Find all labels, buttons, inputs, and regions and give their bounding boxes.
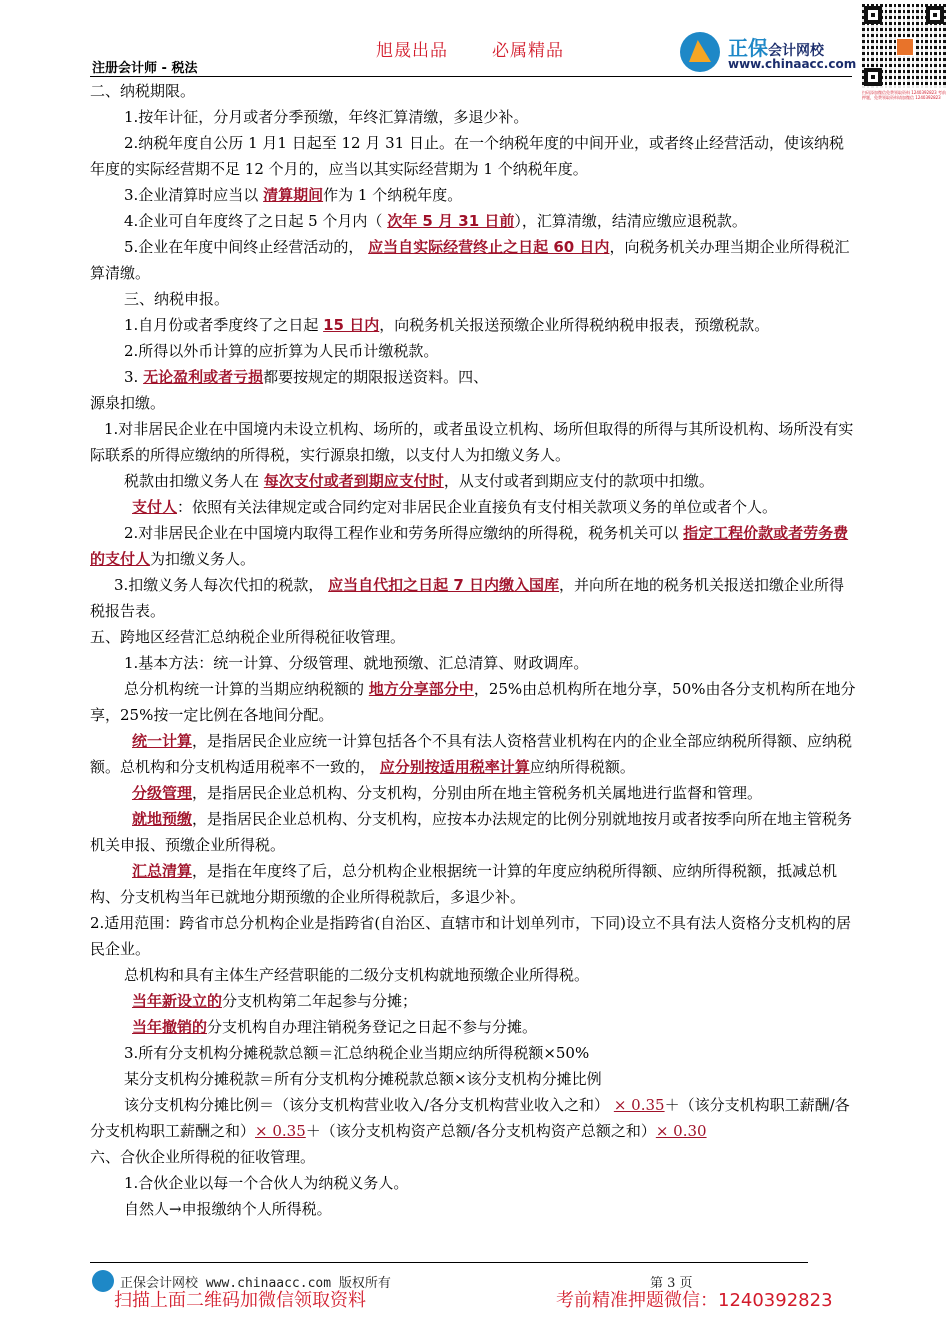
key-term: 汇总清算 <box>132 862 193 880</box>
paragraph: 1.按年计征，分月或者分季预缴，年终汇算清缴，多退少补。 <box>124 108 529 126</box>
paragraph: 当年新设立的分支机构第二年起参与分摊； <box>132 992 418 1010</box>
paragraph: 总分机构统一计算的当期应纳税额的 地方分享部分中，25%由总机构所在地分享，50%由各分支机构所在地分享，25%按一定比例在各地间分配。 <box>90 680 856 724</box>
key-term: 当年新设立的 <box>132 992 223 1010</box>
paragraph: 总机构和具有主体生产经营职能的二级分支机构就地预缴企业所得税。 <box>124 966 590 984</box>
weight-value: × 0.35 <box>613 1096 665 1114</box>
formula: 3.所有分支机构分摊税款总额＝汇总纳税企业当期应纳所得税额×50% <box>124 1044 590 1062</box>
paragraph: 汇总清算，是指在年度终了后，总分机构企业根据统一计算的年度应纳税所得额、应纳所得税额，抵减总机构、分支机构当年已就地分期预缴的企业所得税款后，多退少补。 <box>90 862 838 906</box>
paragraph: 2.对非居民企业在中国境内取得工程作业和劳务所得应缴纳的所得税，税务机关可以 指定工程价款或者劳务费的支付人为扣缴义务人。 <box>90 524 849 568</box>
qr-caption: 扫码添加微信免费领取资料 1240392823 考前押题，免费领取资料请加微信 1240392823 <box>862 90 946 100</box>
formula: 该分支机构分摊比例＝（该分支机构营业收入/各分支机构营业收入之和） × 0.35＋（该分支机构职工薪酬/各分支机构职工薪酬之和）× 0.35＋（该分支机构资产总额/各分支机构资产总额之和）× 0.30 <box>90 1096 850 1140</box>
section-heading: 六、合伙企业所得税的征收管理。 <box>90 1148 316 1166</box>
paragraph: 3.企业清算时应当以 清算期间作为 1 个纳税年度。 <box>124 186 463 204</box>
paragraph: 当年撤销的分支机构自办理注销税务登记之日起不参与分摊。 <box>132 1018 538 1036</box>
course-title: 注册会计师 - 税法 <box>92 61 198 76</box>
footer-logo-icon <box>92 1270 114 1292</box>
key-term: 清算期间 <box>263 186 324 204</box>
logo-name: 正保会计网校 <box>728 36 824 60</box>
qr-code-icon <box>862 4 946 88</box>
key-term: 就地预缴 <box>132 810 193 828</box>
section-heading: 二、纳税期限。 <box>90 82 196 100</box>
paragraph: 5.企业在年度中间终止经营活动的， 应当自实际经营终止之日起 60 日内，向税务机关办理当期企业所得税汇算清缴。 <box>90 238 850 282</box>
key-term: 指定工程价款或者劳务费的支付人 <box>90 524 849 568</box>
paragraph: 税款由扣缴义务人在 每次支付或者到期应支付时，从支付或者到期应支付的款项中扣缴。 <box>124 472 714 490</box>
formula: 某分支机构分摊税款＝所有分支机构分摊税款总额×该分支机构分摊比例 <box>124 1070 602 1088</box>
weight-value: × 0.30 <box>655 1122 707 1140</box>
key-term: 无论盈利或者亏损 <box>143 368 264 386</box>
paragraph: 1.对非居民企业在中国境内未设立机构、场所的，或者虽设立机构、场所但取得的所得与其所设机构、场所没有实际联系的所得应缴纳的所得税，实行源泉扣缴，以支付人为扣缴义务人。 <box>90 420 854 464</box>
key-term: 次年 5 月 31 日前 <box>387 212 515 230</box>
paragraph: 分级管理，是指居民企业总机构、分支机构，分别由所在地主管税务机关属地进行监督和管理。 <box>132 784 763 802</box>
key-term: 应当自实际经营终止之日起 60 日内 <box>368 238 610 256</box>
key-term: 统一计算 <box>132 732 193 750</box>
paragraph: 2.所得以外币计算的应折算为人民币计缴税款。 <box>124 342 439 360</box>
footer-wechat-note: 考前精准押题微信：1240392823 <box>556 1290 833 1311</box>
chinaacc-logo[interactable] <box>680 30 858 76</box>
page-number: 第 3 页 <box>650 1276 693 1291</box>
section-heading: 三、纳税申报。 <box>124 290 230 308</box>
section-heading: 源泉扣缴。 <box>90 394 166 412</box>
key-term: 应当自代扣之日起 7 日内缴入国库 <box>328 576 559 594</box>
weight-value: × 0.35 <box>255 1122 306 1140</box>
paragraph: 1.自月份或者季度终了之日起 15 日内，向税务机关报送预缴企业所得税纳税申报表，预缴税款。 <box>124 316 770 334</box>
paragraph: 4.企业可自年度终了之日起 5 个月内（ 次年 5 月 31 日前），汇算清缴，结清应缴应退税款。 <box>124 212 747 230</box>
logo-mark-icon <box>680 32 720 72</box>
header-slogan <box>376 36 608 61</box>
document-body <box>90 78 858 1222</box>
footer-copyright: 正保会计网校 www.chinaacc.com 版权所有 <box>120 1276 391 1291</box>
footer-divider <box>90 1262 808 1263</box>
paragraph: 3.扣缴义务人每次代扣的税款， 应当自代扣之日起 7 日内缴入国库，并向所在地的税务机关报送扣缴企业所得税报告表。 <box>90 576 845 620</box>
section-heading: 五、跨地区经营汇总纳税企业所得税征收管理。 <box>90 628 406 646</box>
paragraph: 2.纳税年度自公历 1 月1 日起至 12 月 31 日止。在一个纳税年度的中间开业，或者终止经营活动，使该纳税年度的实际经营期不足 12 个月的，应当以其实际经营期为 1 个纳税年度。 <box>90 134 844 178</box>
key-term: 地方分享部分中 <box>368 680 474 698</box>
paragraph: 3. 无论盈利或者亏损都要按规定的期限报送资料。四、 <box>124 368 489 386</box>
paragraph: 支付人：依照有关法律规定或合同约定对非居民企业直接负有支付相关款项义务的单位或者个人。 <box>132 498 778 516</box>
paragraph: 统一计算，是指居民企业应统一计算包括各个不具有法人资格营业机构在内的企业全部应纳税所得额、应纳税额。总机构和分支机构适用税率不一致的， 应分别按适用税率计算应纳所得税额。 <box>90 732 853 776</box>
logo-url: www.chinaacc.com <box>728 57 857 71</box>
slogan-right: 必属精品 <box>492 41 564 61</box>
slogan-left: 旭晟出品 <box>376 41 448 61</box>
key-term: 15 日内 <box>323 316 380 334</box>
key-term: 应分别按适用税率计算 <box>379 758 530 776</box>
header-divider <box>90 76 852 77</box>
key-term: 支付人 <box>132 498 178 516</box>
key-term: 分级管理 <box>132 784 193 802</box>
footer-scan-note: 扫描上面二维码加微信领取资料 <box>114 1290 366 1311</box>
paragraph: 2.适用范围：跨省市总分机构企业是指跨省(自治区、直辖市和计划单列市，下同)设立不具有法人资格分支机构的居民企业。 <box>90 914 852 958</box>
paragraph: 自然人→申报缴纳个人所得税。 <box>124 1200 332 1218</box>
key-term: 每次支付或者到期应支付时 <box>263 472 444 490</box>
paragraph: 1.基本方法：统一计算、分级管理、就地预缴、汇总清算、财政调库。 <box>124 654 589 672</box>
paragraph: 1.合伙企业以每一个合伙人为纳税义务人。 <box>124 1174 409 1192</box>
paragraph: 就地预缴，是指居民企业总机构、分支机构，应按本办法规定的比例分别就地按月或者按季向所在地主管税务机关申报、预缴企业所得税。 <box>90 810 853 854</box>
key-term: 当年撤销的 <box>132 1018 208 1036</box>
